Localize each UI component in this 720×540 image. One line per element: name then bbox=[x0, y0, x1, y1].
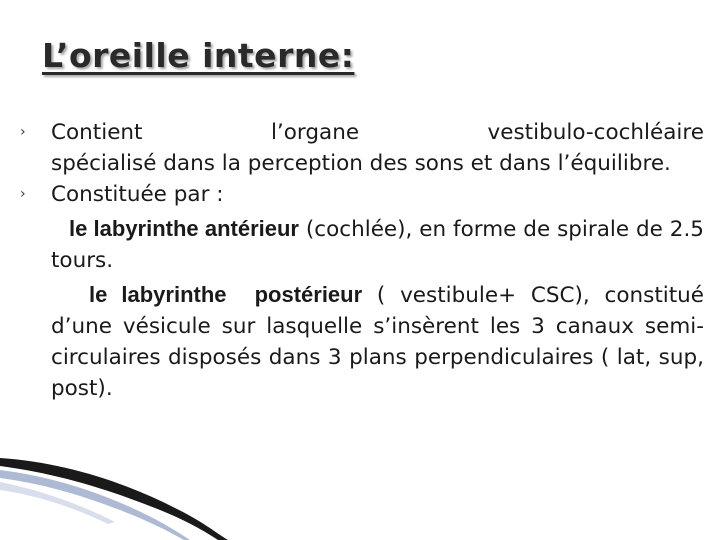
decorative-swoosh bbox=[0, 440, 720, 540]
term-posterior-labyrinth: le labyrinthe postérieur bbox=[89, 282, 363, 307]
paragraph-posterior bbox=[20, 279, 704, 404]
paragraph-anterior bbox=[20, 213, 704, 276]
bullet-line-1: Contient l’organe vestibulo-cochléaire bbox=[51, 120, 704, 145]
paragraph-anterior-text: (cochlée), en forme de spirale de 2.5 tours. bbox=[51, 217, 704, 273]
slide-content bbox=[20, 117, 704, 404]
term-anterior-labyrinth: le labyrinthe antérieur bbox=[69, 216, 299, 241]
bullet-item-organ bbox=[20, 117, 704, 179]
slide-title: L’oreille interne: bbox=[42, 36, 355, 75]
paragraph-posterior-text: ( vestibule+ CSC), constitué d’une vésicule sur lasquelle s’insèrent les 3 canaux semi-circulaires disposés dans 3 plans perpendiculaires ( lat, sup, post). bbox=[51, 283, 705, 401]
bullet-text: Constituée par : bbox=[51, 182, 224, 207]
bullet-text-rest: spécialisé dans la perception des sons et dans l’équilibre. bbox=[51, 151, 671, 176]
bullet-arrow-icon: › bbox=[20, 124, 26, 140]
bullet-item-constitution bbox=[20, 179, 704, 210]
bullet-arrow-icon: › bbox=[20, 186, 26, 202]
